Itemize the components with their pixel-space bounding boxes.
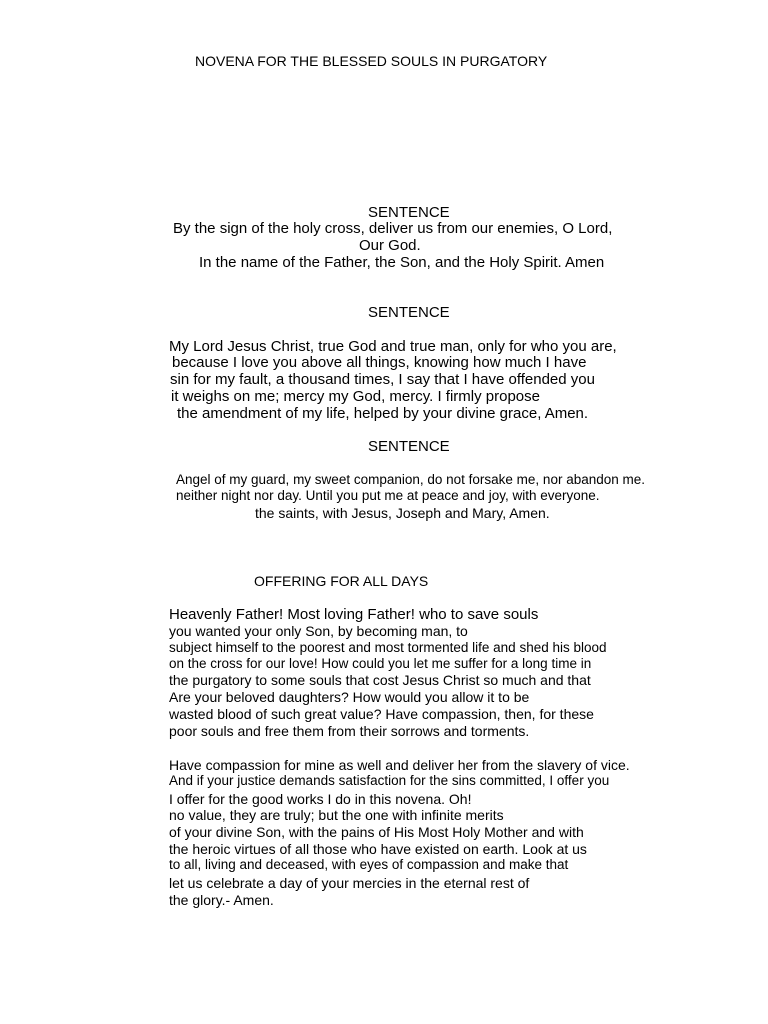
section3-heading: SENTENCE xyxy=(368,438,450,455)
offering-p1-line: you wanted your only Son, by becoming man, to xyxy=(169,623,468,639)
section3-line: Angel of my guard, my sweet companion, do not forsake me, nor abandon me. xyxy=(176,472,646,487)
offering-p2-line: no value, they are truly; but the one with infinite merits xyxy=(169,807,504,823)
offering-p1-line: poor souls and free them from their sorrows and torments. xyxy=(169,723,530,739)
offering-p1-line: on the cross for our love! How could you let me suffer for a long time in xyxy=(169,656,592,671)
offering-heading: OFFERING FOR ALL DAYS xyxy=(254,573,429,589)
document-title: NOVENA FOR THE BLESSED SOULS IN PURGATORY xyxy=(195,53,548,69)
offering-p2-line: And if your justice demands satisfaction for the sins committed, I offer you xyxy=(169,773,610,788)
section2-line: My Lord Jesus Christ, true God and true man, only for who you are, xyxy=(169,338,617,355)
offering-p1-line: subject himself to the poorest and most tormented life and shed his blood xyxy=(169,640,607,655)
offering-p1-line: Heavenly Father! Most loving Father! who to save souls xyxy=(169,606,539,623)
offering-p1-line: the purgatory to some souls that cost Jesus Christ so much and that xyxy=(169,672,591,688)
offering-p2-line: the glory.- Amen. xyxy=(169,892,274,908)
section1-line: In the name of the Father, the Son, and the Holy Spirit. Amen xyxy=(199,254,605,271)
section2-line: because I love you above all things, knowing how much I have xyxy=(172,354,587,371)
section1-heading: SENTENCE xyxy=(368,204,450,221)
section2-line: sin for my fault, a thousand times, I say that I have offended you xyxy=(170,371,595,388)
offering-p2-line: to all, living and deceased, with eyes of compassion and make that xyxy=(169,857,569,872)
offering-p2-line: I offer for the good works I do in this novena. Oh! xyxy=(169,791,472,807)
offering-p1-line: Are your beloved daughters? How would you allow it to be xyxy=(169,689,530,705)
offering-p2-line: of your divine Son, with the pains of His Most Holy Mother and with xyxy=(169,824,584,840)
section2-line: it weighs on me; mercy my God, mercy. I firmly propose xyxy=(171,388,540,405)
section1-line: By the sign of the holy cross, deliver us from our enemies, O Lord, xyxy=(173,220,613,237)
section1-line: Our God. xyxy=(359,237,421,254)
offering-p2-line: let us celebrate a day of your mercies in the eternal rest of xyxy=(169,875,530,891)
section2-heading: SENTENCE xyxy=(368,304,450,321)
offering-p1-line: wasted blood of such great value? Have compassion, then, for these xyxy=(169,706,594,722)
section3-line: the saints, with Jesus, Joseph and Mary, Amen. xyxy=(255,505,550,521)
section3-line: neither night nor day. Until you put me at peace and joy, with everyone. xyxy=(176,488,600,503)
offering-p2-line: the heroic virtues of all those who have existed on earth. Look at us xyxy=(169,841,587,857)
section2-line: the amendment of my life, helped by your divine grace, Amen. xyxy=(177,405,589,422)
offering-p2-line: Have compassion for mine as well and deliver her from the slavery of vice. xyxy=(169,757,630,773)
